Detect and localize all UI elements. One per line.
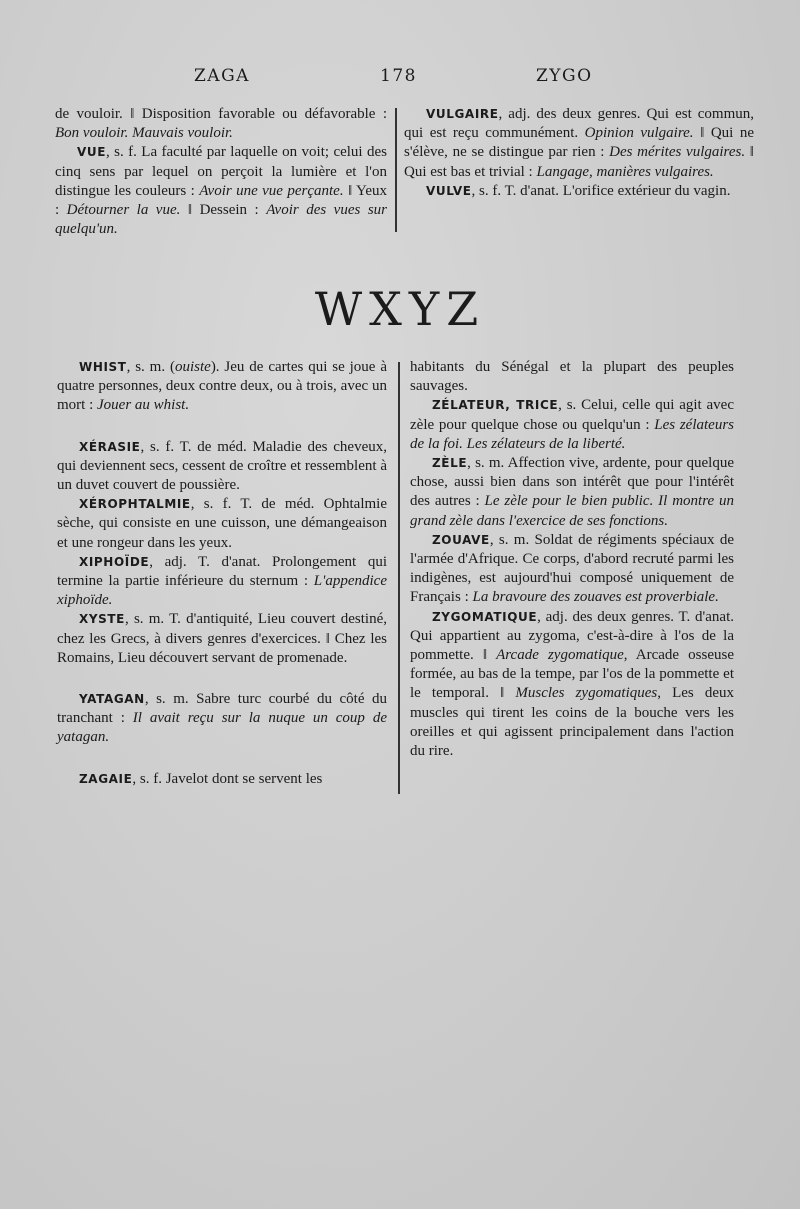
entry-text: , s. m. Soldat de régiments spéciaux de l'armée d'Afrique. Ce corps, d'abord recruté parmi les indigènes, est aujourd'hui composé uniquement de Français : xyxy=(410,531,734,606)
entry-zagaie-continuation xyxy=(410,358,734,396)
page-number: 178 xyxy=(380,66,417,86)
header-right-guide-word: ZYGO xyxy=(536,66,593,86)
entry-example: Jouer au whist. xyxy=(97,397,190,414)
entry-text: , s. f. T. de méd. Maladie des cheveux, qui deviennent secs, cessent de croître et ressemblent à un duvet couvert de poussière. xyxy=(57,438,387,494)
entry-text: , s. f. Javelot dont se servent les xyxy=(132,770,323,787)
entry-text: , s. m. T. d'antiquité, Lieu couvert destiné, chez les Grecs, à divers genres d'exercices. ‖ Chez les Romains, Lieu découvert servant de promenade. xyxy=(57,611,387,666)
headword: VULGAIRE xyxy=(426,107,499,121)
entry-text: ). Jeu de cartes qui se joue à quatre personnes, deux contre deux, ou à trois, avec un mort : xyxy=(57,359,387,414)
entry-example: Avoir des vues sur quelqu'un. xyxy=(55,202,387,238)
headword: YATAGAN xyxy=(79,692,145,707)
entry-text: , adj. des deux genres. T. d'anat. Qui appartient au zygoma, c'est-à-dire à l'os de la pommette. ‖ xyxy=(410,608,734,664)
headword: ZÈLE xyxy=(432,456,468,471)
entry-text: ‖ Qui ne s'élève, ne se distingue par rien : xyxy=(404,125,754,161)
entry-example: La bravoure des zouaves est proverbiale. xyxy=(472,589,719,606)
entry-example: Détourner la vue. xyxy=(66,202,181,219)
entry-text: , adj. T. d'anat. Prolongement qui termine la partie inférieure du sternum : xyxy=(57,553,387,590)
entry-example: Les zélateurs de la foi. Les zélateurs de la liberté. xyxy=(410,416,735,452)
entry-vouloir-continuation xyxy=(55,105,387,143)
entry-text: , s. m. Sabre turc courbé du côté du tranchant : xyxy=(57,691,387,727)
headword: ZOUAVE xyxy=(432,532,490,547)
entry-text: , s. f. T. d'anat. L'orifice extérieur du vagin. xyxy=(471,182,731,199)
entry-text: , s. m. Affection vive, ardente, pour quelque chose, aussi bien dans son intérêt que pour l'intérêt des autres : xyxy=(410,455,734,510)
headword: VUE xyxy=(77,145,107,160)
headword: XÉRASIE xyxy=(79,439,141,454)
entry-example: Arcade zygomatique xyxy=(496,647,624,664)
entry-zouave xyxy=(410,531,734,608)
entry-xiphoide xyxy=(57,553,387,611)
entry-vue xyxy=(55,143,387,239)
entry-example: Muscles zygomatiques xyxy=(515,685,658,702)
entry-example: Bon vouloir. Mauvais vouloir. xyxy=(55,125,233,142)
bottom-left-column xyxy=(57,358,387,789)
entry-text: , s. m. ( xyxy=(126,359,175,375)
entry-text: habitants du Sénégal et la plupart des peuples sauvages. xyxy=(410,359,734,395)
headword: ZAGAIE xyxy=(79,771,133,786)
entry-text: , Arcade osseuse formée, au bas de la tempe, par l'os de la pommette et le temporal. ‖ xyxy=(410,647,734,702)
entry-example: Opinion vulgaire. xyxy=(584,125,694,142)
bottom-right-column xyxy=(410,358,734,761)
entry-zygomatique xyxy=(410,608,734,762)
entry-example: Langage, manières vulgaires. xyxy=(536,163,714,180)
headword: XÉROPHTALMIE xyxy=(79,497,191,512)
header-left-guide-word: ZAGA xyxy=(194,66,250,86)
entry-zelateur xyxy=(410,396,734,454)
headword: XIPHOÏDE xyxy=(79,554,150,569)
entry-text: ‖ Qui est bas et trivial : xyxy=(404,144,754,180)
entry-example: Des mérites vulgaires. xyxy=(609,144,746,161)
entry-text: de vouloir. ‖ Disposition favorable ou défavorable : xyxy=(55,106,387,122)
entry-xerophtalmie xyxy=(57,495,387,553)
entry-text: , adj. des deux genres. Qui est commun, qui est reçu communément. xyxy=(404,106,754,142)
entry-example: Il avait reçu sur la nuque un coup de yatagan. xyxy=(57,710,387,746)
entry-vulve xyxy=(404,182,754,201)
column-divider xyxy=(398,362,400,794)
entry-text: , s. f. La faculté par laquelle on voit; celui des cinq sens par lequel on perçoit la lumière et l'on distingue les couleurs : xyxy=(55,144,387,199)
headword: ZÉLATEUR, TRICE xyxy=(432,398,559,413)
entry-text: , s. f. T. de méd. Ophtalmie sèche, qui consiste en une cuisson, une démangeaison et une rongeur dans les yeux. xyxy=(57,496,387,551)
entry-vulgaire xyxy=(404,105,754,182)
column-divider xyxy=(395,108,397,232)
entry-xerasie xyxy=(57,438,387,496)
top-left-column xyxy=(55,105,387,239)
entry-example: Le zèle pour le bien public. Il montre un grand zèle dans l'exercice de ses fonctions. xyxy=(410,493,734,529)
entry-zagaie xyxy=(57,770,387,789)
entry-text: ‖ Yeux : xyxy=(55,182,387,219)
section-title: WXYZ xyxy=(314,282,486,336)
headword: WHIST xyxy=(79,360,127,374)
entry-example: L'appendice xiphoïde. xyxy=(57,573,387,609)
entry-pronunciation: ouiste xyxy=(174,359,211,375)
entry-whist xyxy=(57,358,387,416)
entry-text: , Les deux muscles qui tirent les coins de la bouche vers les oreilles et qui agissent principalement dans l'action du rire. xyxy=(410,685,734,760)
headword: ZYGOMATIQUE xyxy=(432,609,538,624)
entry-example: Avoir une vue perçante. xyxy=(199,182,344,199)
entry-text: ‖ Dessein : xyxy=(180,202,267,219)
top-right-column xyxy=(404,105,754,201)
running-header xyxy=(0,66,800,90)
entry-zele xyxy=(410,454,734,531)
entry-text: , s. Celui, celle qui agit avec zèle pour quelque chose ou quelqu'un : xyxy=(410,397,734,433)
headword: XYSTE xyxy=(79,612,125,627)
entry-yatagan xyxy=(57,690,387,748)
headword: VULVE xyxy=(426,183,472,198)
entry-xyste xyxy=(57,610,387,668)
